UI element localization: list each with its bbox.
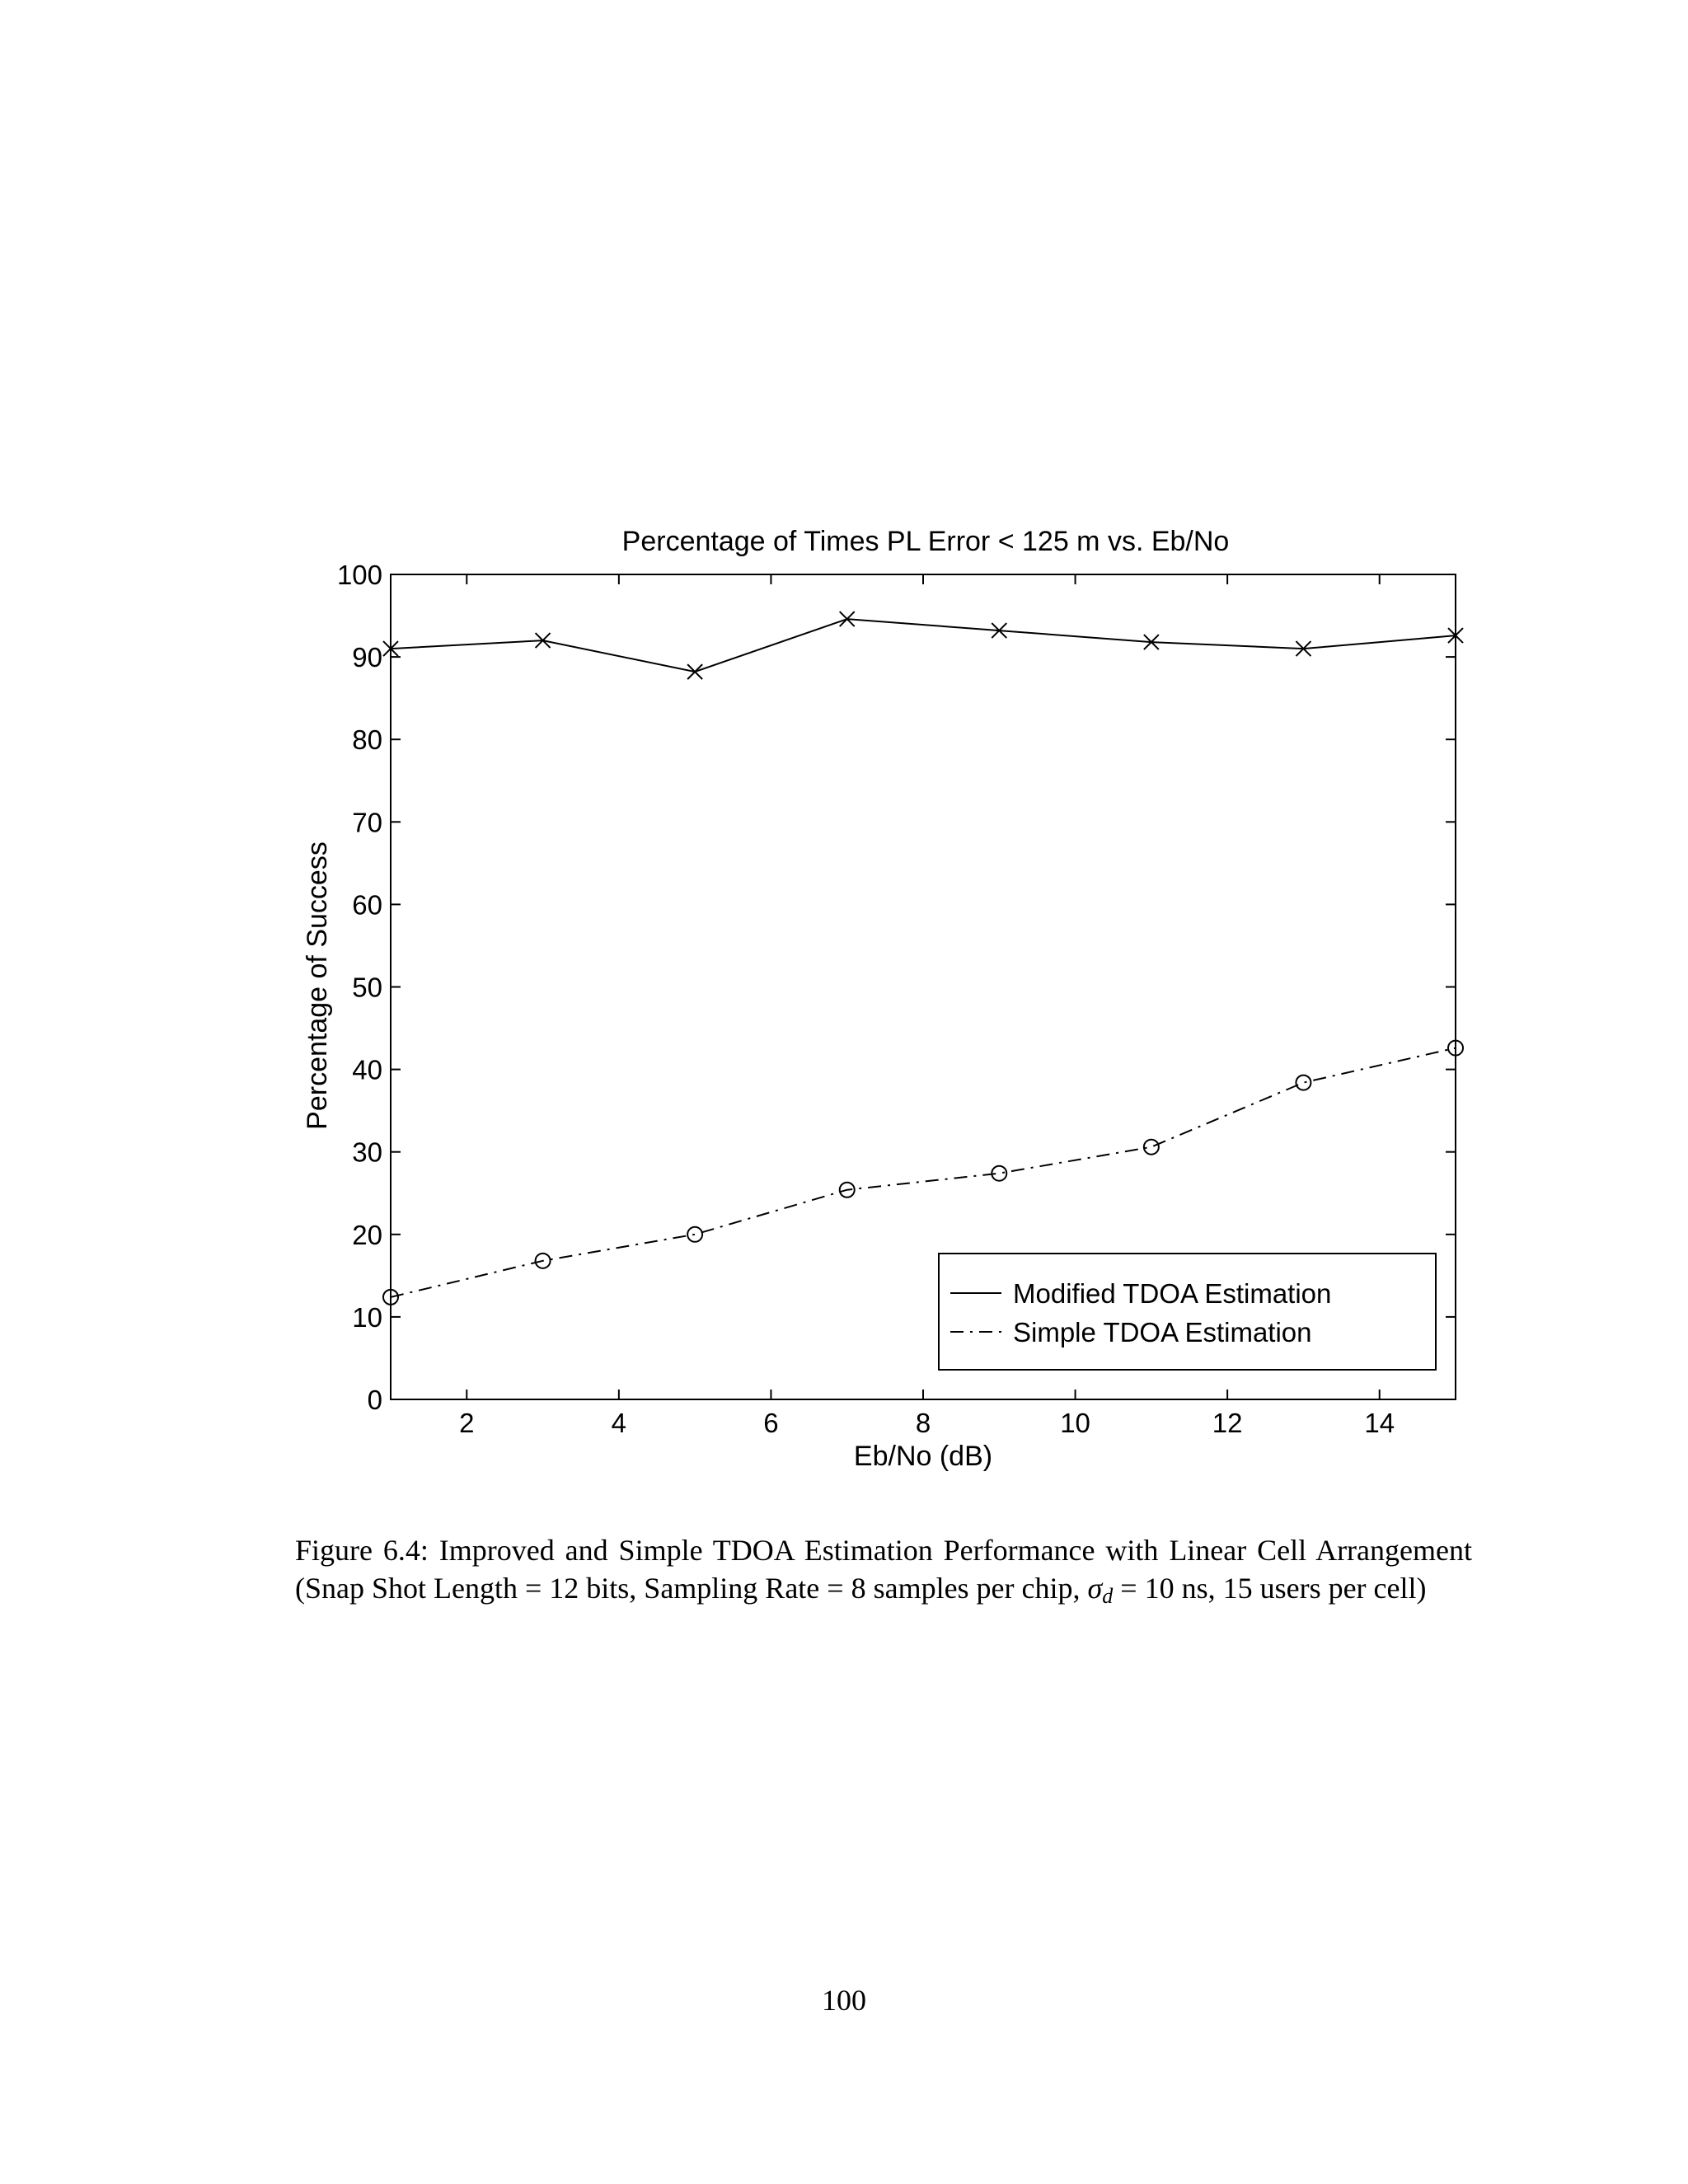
- page-number: 100: [822, 1984, 866, 2017]
- chart-title: Percentage of Times PL Error < 125 m vs. Eb/No: [621, 526, 1230, 557]
- data-point-series-2: [1296, 1076, 1311, 1090]
- y-tick-label: 0: [367, 1385, 382, 1415]
- y-tick-label: 70: [352, 807, 382, 838]
- figure-caption: [295, 1531, 1472, 1615]
- caption-text-end: = 10 ns, 15 users per cell): [1113, 1572, 1427, 1605]
- y-tick-label: 30: [352, 1137, 382, 1168]
- x-tick-label: 8: [915, 1408, 931, 1438]
- legend-label: Simple TDOA Estimation: [1013, 1317, 1312, 1347]
- series-line-1: [391, 619, 1456, 672]
- legend-label: Modified TDOA Estimation: [1013, 1278, 1332, 1309]
- data-point-series-2: [1144, 1140, 1159, 1155]
- caption-sigma: σ: [1087, 1572, 1103, 1605]
- y-tick-label: 20: [352, 1219, 382, 1250]
- y-tick-label: 50: [352, 972, 382, 1003]
- y-tick-label: 60: [352, 889, 382, 921]
- x-tick-label: 14: [1364, 1408, 1395, 1438]
- legend: [939, 1254, 1436, 1370]
- x-tick-label: 12: [1212, 1408, 1243, 1438]
- x-axis-label: Eb/No (dB): [853, 1441, 993, 1472]
- x-tick-label: 10: [1060, 1408, 1090, 1438]
- legend-box: [939, 1254, 1436, 1370]
- y-tick-label: 40: [352, 1054, 382, 1085]
- caption-text: Figure 6.4: Improved and Simple TDOA Estimation Performance with Linear Cell Arrangement (Snap Shot Length = 12 bits, Sampling Rate = 8 samples per chip,: [295, 1534, 1472, 1605]
- y-axis-label: Percentage of Success: [302, 841, 333, 1130]
- y-tick-label: 90: [352, 642, 382, 673]
- y-tick-label: 100: [336, 560, 382, 590]
- data-point-series-1: [687, 664, 702, 679]
- y-tick-label: 10: [352, 1301, 382, 1333]
- x-tick-label: 6: [763, 1408, 779, 1438]
- caption-sigma-subscript: d: [1102, 1584, 1114, 1608]
- data-point-series-2: [687, 1227, 702, 1242]
- y-tick-label: 80: [352, 724, 382, 756]
- x-tick-label: 4: [611, 1408, 627, 1438]
- x-tick-label: 2: [459, 1408, 475, 1438]
